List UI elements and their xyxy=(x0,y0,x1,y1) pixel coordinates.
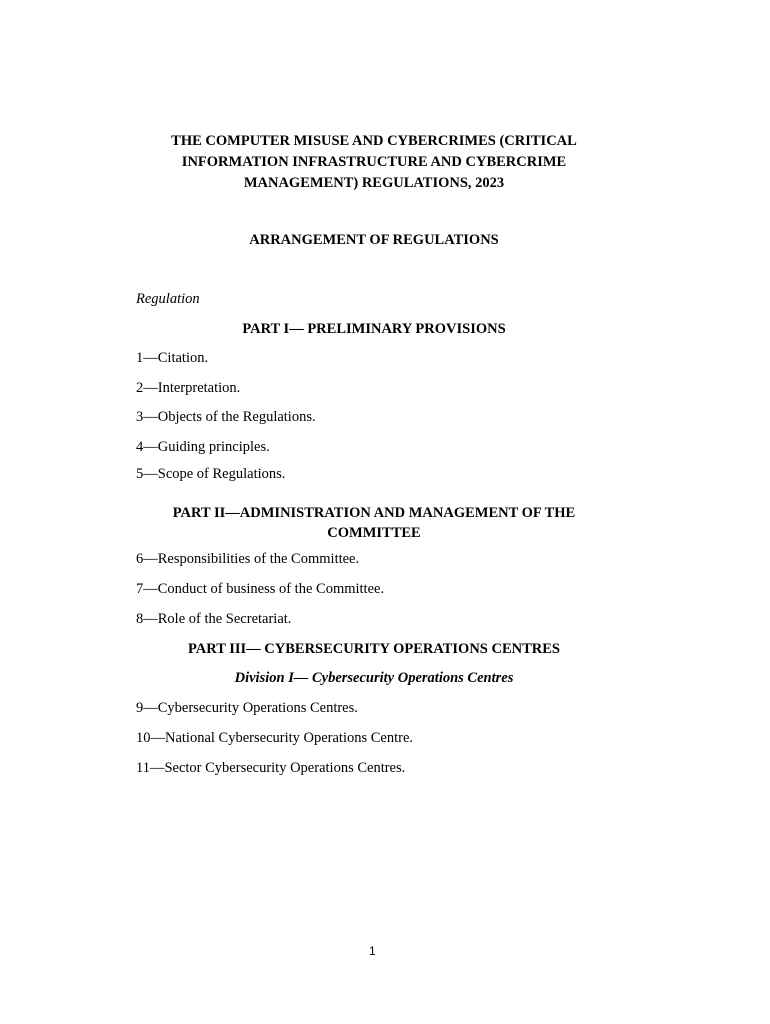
regulation-item: 3—Objects of the Regulations. xyxy=(136,409,316,425)
part1-heading: PART I— PRELIMINARY PROVISIONS xyxy=(242,321,506,337)
regulation-item: 8—Role of the Secretariat. xyxy=(136,611,292,627)
title-line: THE COMPUTER MISUSE AND CYBERCRIMES (CRITICAL xyxy=(171,133,577,149)
document-title xyxy=(120,131,628,194)
column-label: Regulation xyxy=(136,291,200,307)
part2-heading xyxy=(140,503,608,543)
regulation-item: 11—Sector Cybersecurity Operations Centres. xyxy=(136,760,406,776)
title-line: MANAGEMENT) REGULATIONS, 2023 xyxy=(243,175,505,191)
page-number: 1 xyxy=(369,944,376,958)
regulation-item: 1—Citation. xyxy=(136,350,209,366)
regulation-item: 6—Responsibilities of the Committee. xyxy=(136,551,360,567)
regulation-item: 10—National Cybersecurity Operations Centre. xyxy=(136,730,414,746)
part2-heading-line: COMMITTEE xyxy=(327,525,421,541)
arrangement-heading: ARRANGEMENT OF REGULATIONS xyxy=(249,232,499,248)
regulation-item: 4—Guiding principles. xyxy=(136,439,270,455)
regulation-item: 7—Conduct of business of the Committee. xyxy=(136,581,385,597)
division-heading: Division I— Cybersecurity Operations Centres xyxy=(234,670,514,686)
regulation-item: 9—Cybersecurity Operations Centres. xyxy=(136,700,358,716)
part3-heading: PART III— CYBERSECURITY OPERATIONS CENTRES xyxy=(187,641,560,657)
title-line: INFORMATION INFRASTRUCTURE AND CYBERCRIME xyxy=(181,154,567,170)
part2-heading-line: PART II—ADMINISTRATION AND MANAGEMENT OF THE xyxy=(172,505,576,521)
regulation-item: 5—Scope of Regulations. xyxy=(136,466,286,482)
regulation-item: 2—Interpretation. xyxy=(136,380,241,396)
